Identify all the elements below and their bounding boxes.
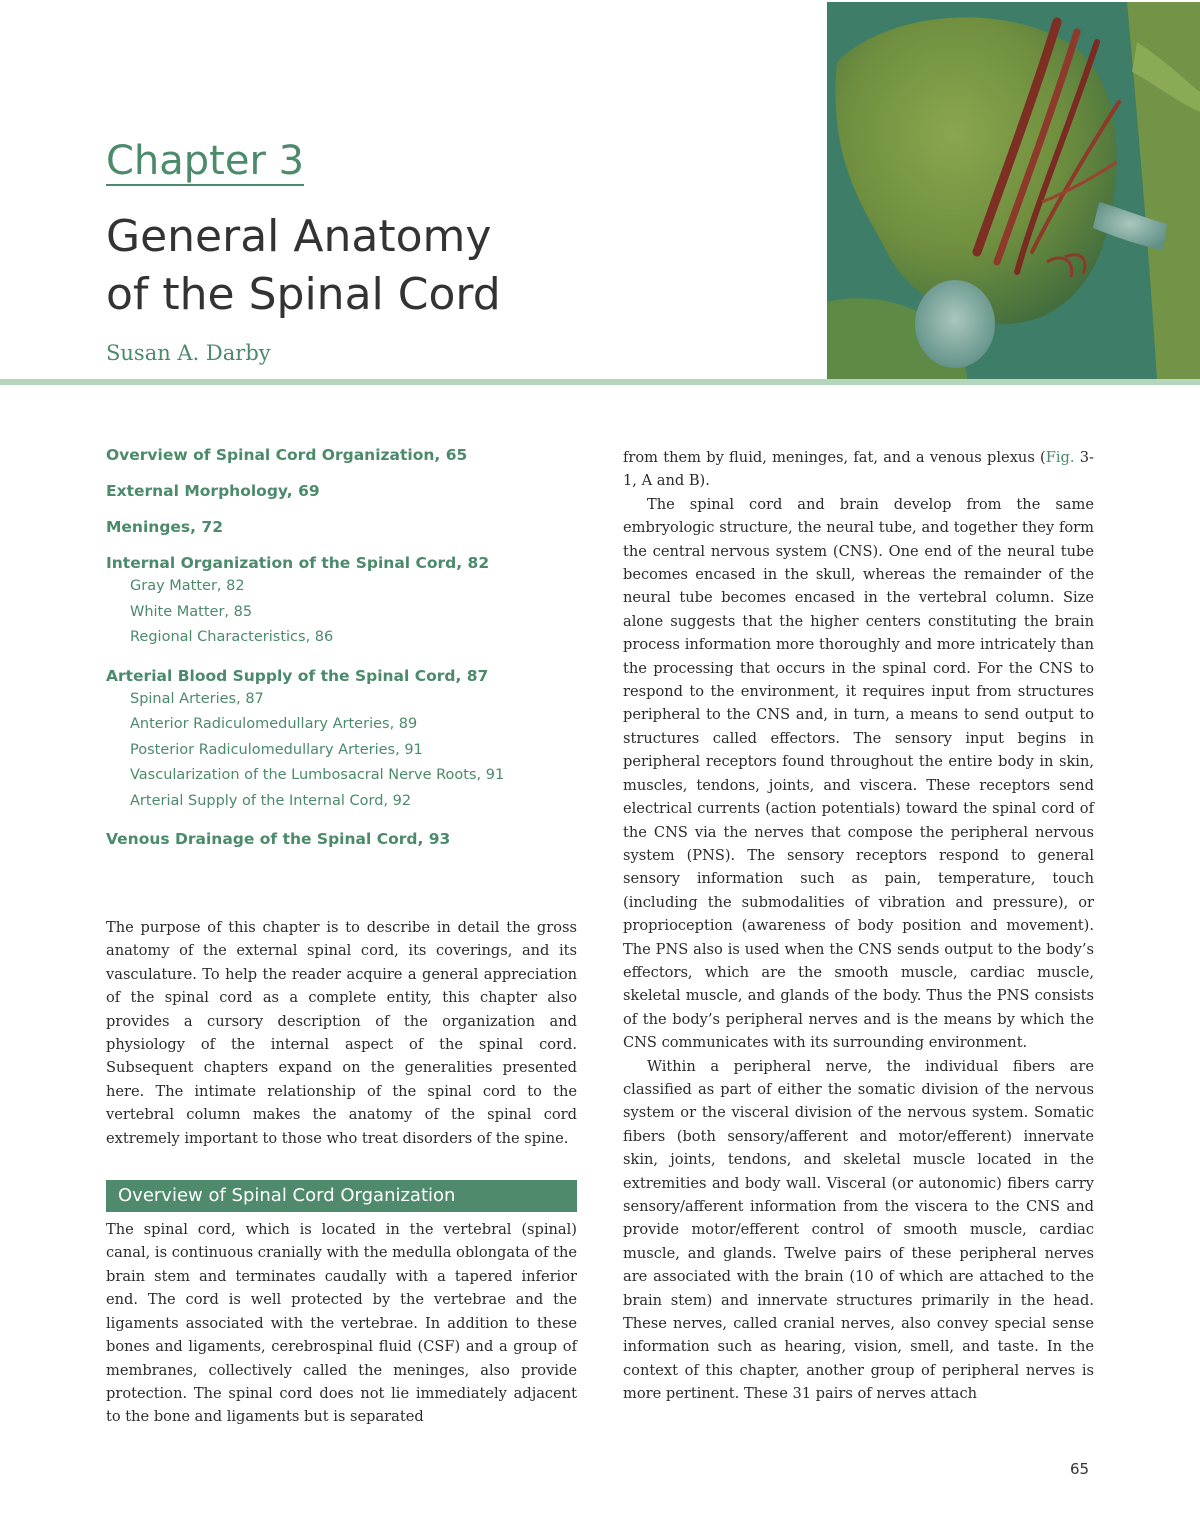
outline-item[interactable]: Internal Organization of the Spinal Cord, 82	[106, 554, 490, 572]
outline-subitem[interactable]: Regional Characteristics, 86	[130, 629, 334, 645]
chapter-title	[106, 208, 501, 324]
anatomy-illustration	[827, 2, 1200, 379]
figure-reference-link[interactable]: Fig.	[1045, 449, 1075, 466]
chapter-label: Chapter 3	[106, 138, 305, 184]
outline-subitem[interactable]: White Matter, 85	[130, 603, 253, 620]
outline-subitem[interactable]: Spinal Arteries, 87	[130, 690, 264, 707]
outline-item[interactable]: Meninges, 72	[106, 518, 224, 536]
paragraph-text: 3-1, A and B).	[623, 449, 1094, 490]
outline-subitem[interactable]: Vascularization of the Lumbosacral Nerve Roots, 91	[130, 767, 505, 783]
body-paragraph	[623, 446, 1094, 493]
paragraph-text: from them by fluid, meninges, fat, and a venous plexus (	[623, 449, 1046, 466]
author: Susan A. Darby	[106, 341, 271, 365]
left-column	[106, 916, 577, 1429]
intro-paragraph: The purpose of this chapter is to describe in detail the gross anatomy of the external spinal cord, its coverings, and its vasculature. To help the reader acquire a general appreciation of the spinal cord as a complete entity, this chapter also provides a cursory description of the organization and physiology of the internal aspect of the spinal cord. Subsequent chapters expand on the generalities presented here. The intimate relationship of the spinal cord to the vertebral column makes the anatomy of the spinal cord extremely important to those who treat disorders of the spine.	[106, 919, 577, 1147]
outline-subitem[interactable]: Anterior Radiculomedullary Arteries, 89	[130, 716, 418, 732]
outline-subitem[interactable]: Gray Matter, 82	[130, 578, 245, 594]
outline-subitem[interactable]: Posterior Radiculomedullary Arteries, 91	[130, 741, 423, 758]
outline-item[interactable]: Venous Drainage of the Spinal Cord, 93	[106, 830, 451, 848]
body-paragraph: The spinal cord and brain develop from the same embryologic structure, the neural tube, and together they form the central nervous system (CNS). One end of the neural tube becomes encased in the skull, whereas the remainder of the neural tube becomes encased in the vertebral column. Size alone suggests that the higher centers constituting the brain process information more thoroughly and more intricately than the processing that occurs in the spinal cord. For the CNS to respond to the environment, it requires input from structures peripheral to the CNS and, in turn, a means to send output to structures called effectors. The sensory input begins in peripheral receptors found throughout the entire body in skin, muscles, tendons, joints, and viscera. These receptors send electrical currents (action potentials) toward the spinal cord of the CNS via the nerves that compose the peripheral nervous system (PNS). The sensory receptors respond to general sensory information such as pain, temperature, touch (including the submodalities of vibration and pressure), or proprioception (awareness of body position and movement). The PNS also is used when the CNS sends output to the body’s effectors, which are the smooth muscle, cardiac muscle, skeletal muscle, and glands of the body. Thus the PNS consists of the body’s peripheral nerves and is the means by which the CNS communicates with its surrounding environment.	[623, 495, 1094, 1052]
outline-item[interactable]: External Morphology, 69	[106, 482, 320, 500]
body-paragraph: The spinal cord, which is located in the vertebral (spinal) canal, is continuous cranially with the medulla oblongata of the brain stem and terminates caudally with a tapered inferior end. The cord is well protected by the vertebrae and the ligaments associated with the vertebrae. In addition to these bones and ligaments, cerebrospinal fluid (CSF) and a group of membranes, collectively called the meninges, also provide protection. The spinal cord does not lie immediately adjacent to the bone and ligaments but is separated	[106, 1221, 577, 1426]
page-number: 65	[1070, 1460, 1090, 1478]
outline-item[interactable]: Arterial Blood Supply of the Spinal Cord, 87	[106, 666, 489, 685]
title-line-1: General Anatomy	[106, 211, 492, 262]
chapter-outline	[106, 444, 576, 850]
right-column	[623, 446, 1094, 1406]
outline-subitem[interactable]: Arterial Supply of the Internal Cord, 92	[130, 792, 412, 809]
header-rule	[0, 379, 1200, 385]
section-heading: Overview of Spinal Cord Organization	[106, 1180, 577, 1212]
outline-item[interactable]: Overview of Spinal Cord Organization, 65	[106, 446, 468, 464]
title-line-2: of the Spinal Cord	[106, 269, 501, 320]
body-paragraph: Within a peripheral nerve, the individual fibers are classified as part of either the somatic division of the nervous system or the visceral division of the nervous system. Somatic fibers (both sensory/afferent and motor/efferent) innervate skin, joints, tendons, and skeletal muscle located in the extremities and body wall. Visceral (or autonomic) fibers carry sensory/afferent information from the viscera to the CNS and provide motor/efferent control of smooth muscle, cardiac muscle, and glands. Twelve pairs of these peripheral nerves are associated with the brain (10 of which are attached to the brain stem) and innervate structures primarily in the head. These nerves, called cranial nerves, also convey special sense information such as hearing, vision, smell, and taste. In the context of this chapter, another group of peripheral nerves is more pertinent. These 31 pairs of nerves attach	[623, 1057, 1094, 1403]
pelvis-spine-illustration	[827, 2, 1200, 379]
